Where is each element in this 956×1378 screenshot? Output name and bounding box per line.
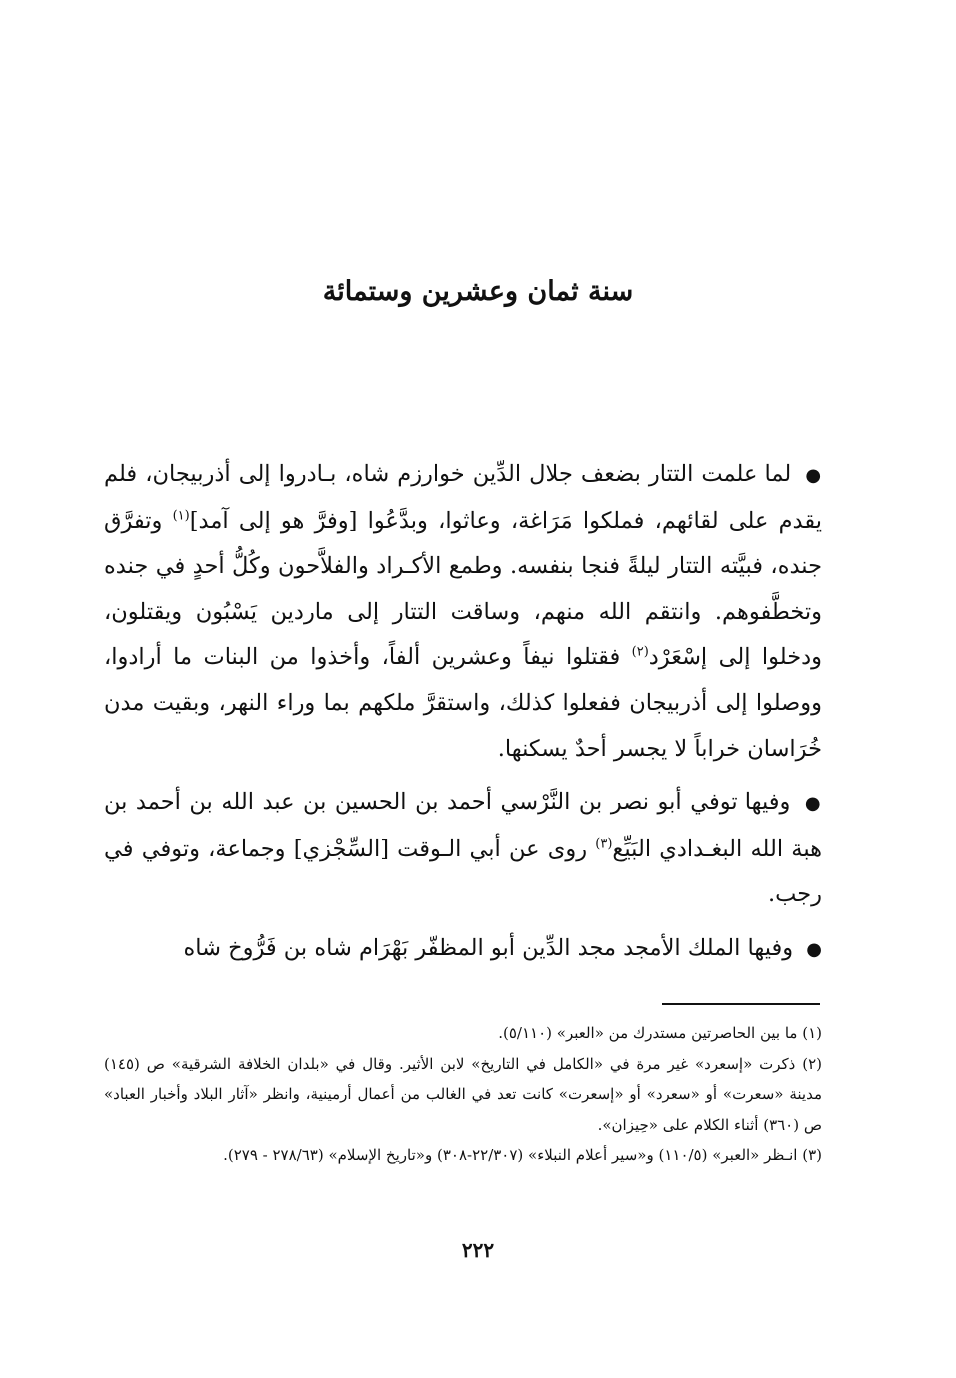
paragraph-3 <box>104 926 822 973</box>
paragraph-1 <box>104 452 822 772</box>
bullet-icon: ● <box>805 465 822 486</box>
footnote-3: (٣) انـظر «العبر» (١١٠/٥) و«سير أعلام النبلاء» (٢٢/٣٠٧-٣٠٨) و«تاريخ الإسلام» (٢٧٨/٦٣ - ٢٧٩). <box>223 1146 822 1164</box>
paragraph-text: روى عن أبي الـوقت [السِّجْزي] وجماعة، وتوفي في رجب. <box>104 835 822 908</box>
paragraph-text: فقتلوا نيفاً وعشرين ألفاً، وأخذوا من البنات ما أرادوا، ووصلوا إلى أذربيجان ففعلوا كذلك، واستقرَّ ملكهم بما وراء النهر، وبقيت مدن خُرَاسان خراباً لا يجسر أحدٌ يسكنها. <box>104 644 822 762</box>
footnote-ref: (١) <box>172 508 190 524</box>
footnote-1: (١) ما بين الحاصرتين مستدرك من «العبر» (٥/١١٠). <box>498 1024 822 1042</box>
page-number: ٢٢٢ <box>461 1238 495 1262</box>
paragraph-2 <box>104 780 822 918</box>
footnote-ref: (٣) <box>595 836 613 852</box>
chapter-title: سنة ثمان وعشرين وستمائة <box>322 276 634 307</box>
paragraph-text: وتفرَّق جنده، فبيَّته التتار ليلةً فنجا بنفسه. وطمع الأكـراد والفلاَّحون وكُلُّ أحدٍ في جنده وتخطَّفوهم. وانتقم الله منهم، وساقت التتار إلى ماردين يَسْبُون ويقتلون، ودخلوا إلى إسْعَرْد <box>104 507 822 671</box>
footnote-2: (٢) ذكرت «إسعرد» غير مرة في «الكامل في التاريخ» لابن الأثير. وقال في «بلدان الخلافة الشرقية» ص (١٤٥) مدينة «سعرت» أو «سعرد» أو «إسعرت» كانت تعد في الغالب من أعمال أرمينية، وانظر «آثار البلاد وأخبار العباد» ص (٣٦٠) أثناء الكلام على «حِيزان». <box>104 1054 822 1134</box>
paragraph-text: لما علمت التتار بضعف جلال الدِّين خوارزم شاه، بـادروا إلى أذربيجان، فلم يقدم على لقائهم، فملكوا مَرَاغة، وعاثوا، وبدَّعُوا [وفرَّ هو إلى آمد] <box>104 461 822 534</box>
paragraph-text: وفيها الملك الأمجد مجد الدِّين أبو المظفّر بَهْرَام شاه بن فَرُّوخ شاه <box>183 934 794 961</box>
paragraph-text: وفيها توفي أبو نصر بن النَّرْسي أحمد بن الحسين بن عبد الله بن أحمد بن هبة الله البغـدادي البَيِّع <box>104 789 822 862</box>
footnote-divider <box>662 1003 820 1005</box>
main-text <box>104 452 822 981</box>
footnote-ref: (٢) <box>631 644 649 660</box>
footnotes <box>104 1018 822 1171</box>
bullet-icon: ● <box>806 938 822 960</box>
bullet-icon: ● <box>804 793 822 815</box>
